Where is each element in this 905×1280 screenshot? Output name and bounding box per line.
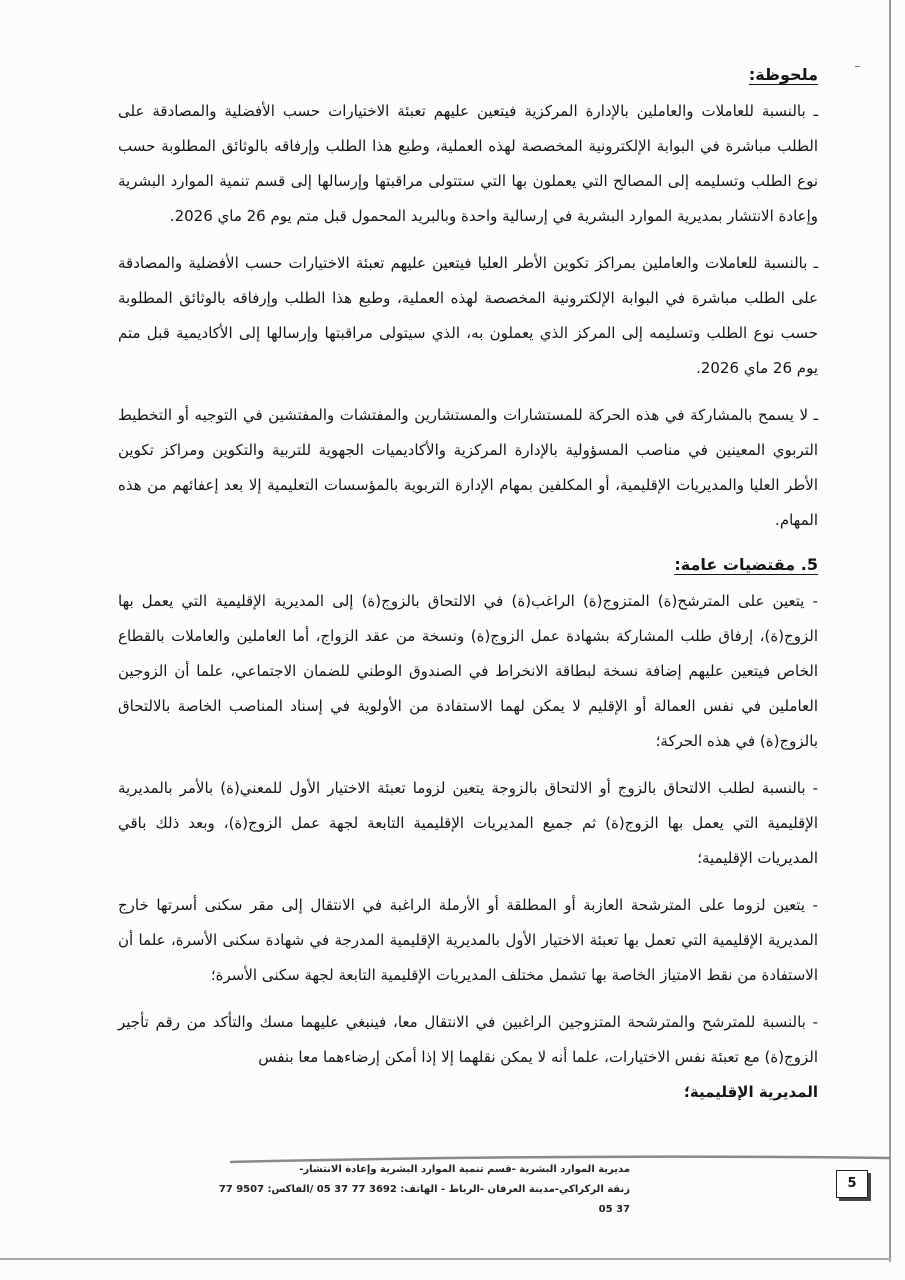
note-paragraph-central-admin: ـ بالنسبة للعاملات والعاملين بالإدارة المركزية فيتعين عليهم تعبئة الاختيارات حسب الأفضلية والمصادقة على الطلب مباشرة في البوابة الإلكترونية المخصصة لهذه العملية، وطبع هذا الطلب وإرفاقه بالوثائق المطلوبة حسب نوع الطلب وتسليمه إلى المصالح التي يعملون بها التي ستتولى مراقبتها وإرسالها إلى قسم تنمية الموارد البشرية وإعادة الانتشار بمديرية الموارد البشرية في إرسالية واحدة وبالبريد المحمول قبل متم يوم 26 ماي 2026. xyxy=(118,102,818,225)
footer-contact: زنقة الركراكي-مدينة العرفان -الرباط - الهاتف: 3692 77 37 05 /الفاكس: 9507 77 37 05 xyxy=(218,1184,630,1215)
provision-married-couple-text: - بالنسبة للمترشح والمترشحة المتزوجين الراغبين في الانتقال معا، فينبغي عليهما مسك والتأكد من رقم تأجير الزوج(ة) مع تعبئة نفس الاختيارات، علما أنه لا يمكن نقلهما إلا إذا أمكن إرضاءهما معا بنفس xyxy=(118,1013,818,1066)
section-heading-general-provisions: 5. مقتضيات عامة: xyxy=(674,555,818,574)
provision-married-couple-tail: المديرية الإقليمية؛ xyxy=(683,1083,818,1101)
provision-family-residence: - يتعين لزوما على المترشحة العازبة أو المطلقة أو الأرملة الراغبة في الانتقال إلى مقر سكنى أسرتها خارج المديرية الإقليمية التي تعمل بها تعبئة الاختيار الأول بالمديرية الإقليمية المدرجة في شهادة سكنى الأسرة، علما أن الاستفادة من نقط الامتياز الخاصة بها تشمل مختلف المديريات الإقليمية التابعة لجهة سكنى الأسرة؛ xyxy=(118,896,818,984)
page-right-border xyxy=(889,0,891,1262)
margin-mark xyxy=(855,66,860,67)
provision-spouse-joining: - يتعين على المترشح(ة) المتزوج(ة) الراغب(ة) في الالتحاق بالزوج(ة) إلى المديرية الإقليمية التي يعمل بها الزوج(ة)، إرفاق طلب المشاركة بشهادة عمل الزوج(ة) ونسخة من عقد الزواج، أما العاملين والعاملات بالقطاع الخاص فيتعين عليهم إضافة نسخة لبطاقة الانخراط في الصندوق الوطني للضمان الاجتماعي، علما أن الزوجين العاملين في نفس العمالة أو الإقليم لا يمكن لهما الاستفادة من الأولوية في إسناد المناصب الخاصة بالالتحاق بالزوج(ة) في هذه الحركة؛ xyxy=(118,592,818,750)
page-number: 5 xyxy=(836,1170,868,1198)
note-paragraph-training-centers: ـ بالنسبة للعاملات والعاملين بمراكز تكوين الأطر العليا فيتعين عليهم تعبئة الاختيارات حسب الأفضلية والمصادقة على الطلب مباشرة في البوابة الإلكترونية المخصصة لهذه العملية، وطبع هذا الطلب وإرفاقه بالوثائق المطلوبة حسب نوع الطلب وتسليمه إلى المركز الذي يعملون به، الذي سيتولى مراقبتها وإرسالها إلى الأكاديمية قبل متم يوم 26 ماي 2026. xyxy=(118,254,818,377)
note-heading: ملحوظة: xyxy=(748,65,818,84)
note-paragraph-participation-restriction: ـ لا يسمح بالمشاركة في هذه الحركة للمستشارات والمستشارين والمفتشات والمفتشين في التوجيه أو التخطيط التربوي المعينين في مناصب المسؤولية بالإدارة المركزية والأكاديميات الجهوية للتربية والتكوين ومراكز تكوين الأطر العليا والمديريات الإقليمية، أو المكلفين بمهام الإدارة التربوية بالمؤسسات التعليمية إلا بعد إعفائهم من هذه المهام. xyxy=(118,406,818,529)
document-body xyxy=(118,60,818,1122)
footer-department: مديرية الموارد البشرية -قسم تنمية الموارد البشرية وإعادة الانتشار- xyxy=(299,1164,630,1175)
footer xyxy=(210,1160,630,1220)
provision-married-couple xyxy=(118,1005,818,1110)
page-bottom-border xyxy=(0,1258,891,1260)
provision-first-choice-spouse: - بالنسبة لطلب الالتحاق بالزوج أو الالتحاق بالزوجة يتعين لزوما تعبئة الاختيار الأول للمعني(ة) بالأمر بالمديرية الإقليمية التي يعمل بها الزوج(ة) ثم جميع المديريات الإقليمية التابعة لجهة عمل الزوج(ة)، وبعد ذلك باقي المديريات الإقليمية؛ xyxy=(118,779,818,867)
